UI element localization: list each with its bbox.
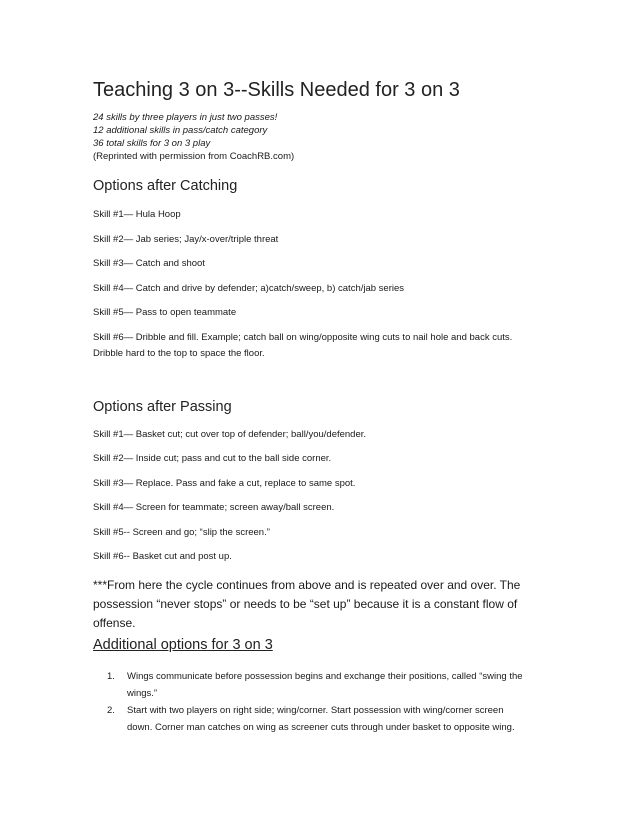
list-item (93, 702, 523, 736)
catching-skill-1: Skill #1— Hula Hoop (93, 209, 181, 220)
list-item-text: Wings communicate before possession begins and exchange their positions, called “swing the (127, 671, 523, 682)
passing-skill-4: Skill #4— Screen for teammate; screen away/ball screen. (93, 502, 335, 513)
catching-skill-5: Skill #5— Pass to open teammate (93, 307, 237, 318)
passing-skill-1: Skill #1— Basket cut; cut over top of defender; ball/you/defender. (93, 429, 367, 440)
intro-line: 12 additional skills in pass/catch category (93, 125, 268, 136)
heading-passing: Options after Passing (93, 399, 232, 415)
intro-block (93, 111, 294, 163)
page-title: Teaching 3 on 3--Skills Needed for 3 on 3 (93, 79, 460, 101)
list-item-text: Start with two players on right side; wing/corner. Start possession with wing/corner screen (127, 705, 504, 716)
heading-catching: Options after Catching (93, 178, 238, 194)
cycle-note-line: ***From here the cycle continues from above and is repeated over and over. The (93, 578, 521, 592)
catching-skill-6-cont: Dribble hard to the top to space the floor. (93, 348, 265, 359)
catching-skill-6: Skill #6— Dribble and fill. Example; catch ball on wing/opposite wing cuts to nail hole and back cuts. (93, 332, 513, 343)
list-item-text: down. Corner man catches on wing as screener cuts through under basket to opposite wing. (127, 722, 515, 733)
passing-skill-3: Skill #3— Replace. Pass and fake a cut, replace to same spot. (93, 478, 356, 489)
list-item-number: 2. (107, 705, 115, 716)
list-item (93, 668, 523, 702)
cycle-note-line: offense. (93, 616, 136, 630)
intro-line: 36 total skills for 3 on 3 play (93, 138, 211, 149)
list-item-number: 1. (107, 671, 115, 682)
catching-skill-3: Skill #3— Catch and shoot (93, 258, 205, 269)
passing-skill-6: Skill #6-- Basket cut and post up. (93, 551, 232, 562)
catching-skill-4: Skill #4— Catch and drive by defender; a)catch/sweep, b) catch/jab series (93, 283, 405, 294)
intro-line: 24 skills by three players in just two passes! (93, 112, 278, 123)
cycle-note (93, 576, 538, 633)
cycle-note-line: possession “never stops” or needs to be “set up” because it is a constant flow of (93, 597, 518, 611)
intro-credit: (Reprinted with permission from CoachRB.com) (93, 151, 295, 162)
heading-additional: Additional options for 3 on 3 (93, 637, 273, 653)
list-item-text: wings.” (127, 688, 158, 699)
catching-skill-2: Skill #2— Jab series; Jay/x-over/triple threat (93, 234, 279, 245)
passing-skill-5: Skill #5-- Screen and go; “slip the screen.” (93, 527, 270, 538)
additional-options-list (93, 668, 523, 736)
passing-skill-2: Skill #2— Inside cut; pass and cut to the ball side corner. (93, 453, 332, 464)
